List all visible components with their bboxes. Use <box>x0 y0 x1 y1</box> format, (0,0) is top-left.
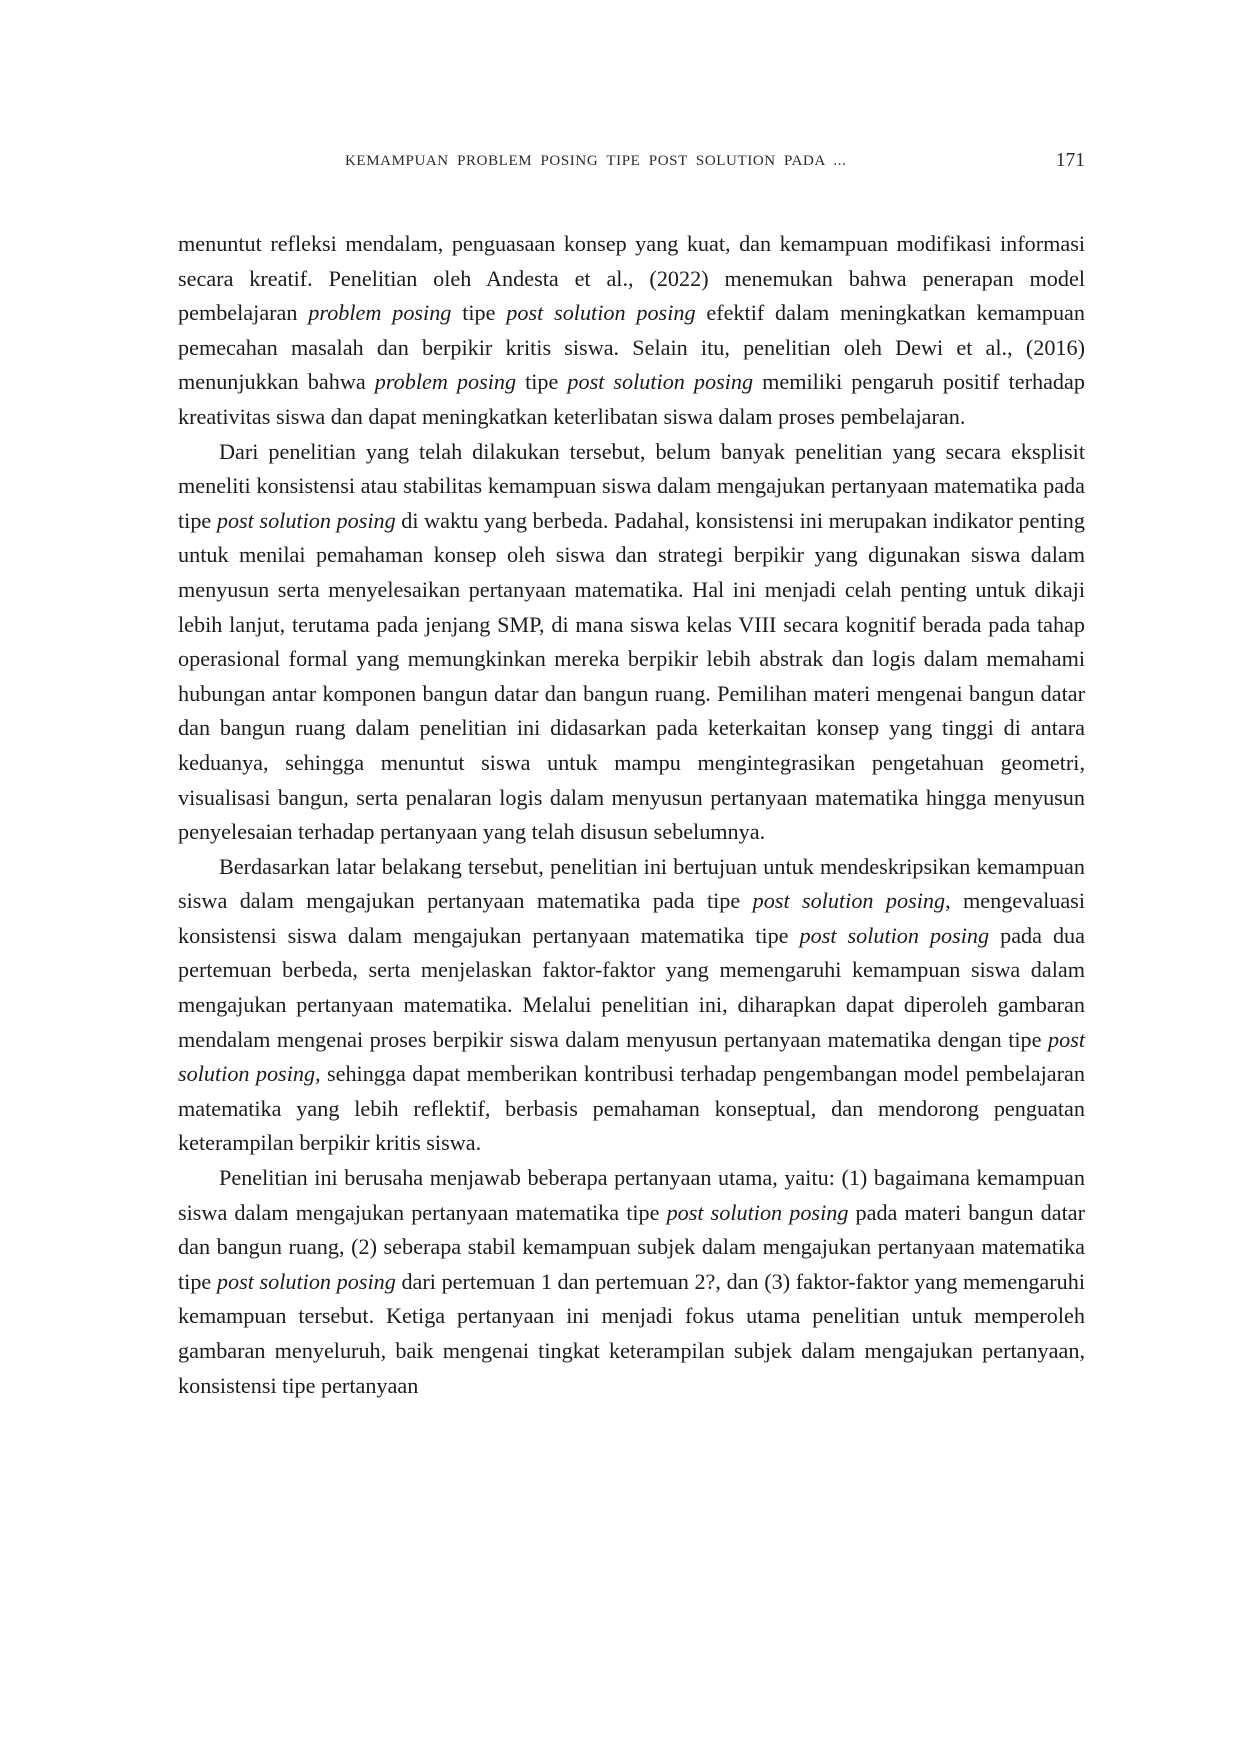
italic-term: post solution posing <box>752 888 946 914</box>
text-segment: sehingga dapat memberikan kontribusi terhadap pengembangan model pembelajaran matematika yang lebih reflektif, berbasis pemahaman konseptual, dan mendorong penguatan keterampilan berpikir kritis siswa. <box>178 1061 1085 1156</box>
running-title: KEMAMPUAN PROBLEM POSING TIPE POST SOLUTION PADA ... <box>345 153 847 169</box>
italic-term: post solution posing <box>567 369 754 395</box>
paragraph <box>178 850 1085 1161</box>
text-segment: Dari penelitian yang telah dilakukan tersebut, belum banyak penelitian yang secara eksplisit meneliti konsistensi atau stabilitas kemampuan siswa dalam mengajukan pertanyaan matematika pada tipe <box>178 438 1085 533</box>
text-segment: pada dua pertemuan berbeda, serta menjelaskan faktor-faktor yang memengaruhi kemampuan siswa dalam mengajukan pertanyaan matematika. Melalui penelitian ini, diharapkan dapat diperoleh gambaran mendalam mengenai proses berpikir siswa dalam menyusun pertanyaan matematika dengan tipe <box>178 922 1085 1052</box>
text-segment: Berdasarkan latar belakang tersebut, penelitian ini bertujuan untuk mendeskripsikan kemampuan siswa dalam mengajukan pertanyaan matematika pada tipe <box>178 853 1085 914</box>
text-segment: memiliki pengaruh positif terhadap kreativitas siswa dan dapat meningkatkan keterlibatan siswa dalam proses pembelajaran. <box>178 369 1085 429</box>
italic-term: post solution posing <box>506 300 696 326</box>
italic-term: post solution posing <box>799 922 990 948</box>
italic-term: problem posing <box>308 300 452 326</box>
text-segment: di waktu yang berbeda. Padahal, konsistensi ini merupakan indikator penting untuk menilai pemahaman konsep oleh siswa dan strategi berpikir yang digunakan siswa dalam menyusun serta menyelesaikan pertanyaan matematika. Hal ini menjadi celah penting untuk dikaji lebih lanjut, terutama pada jenjang SMP, di mana siswa kelas VIII secara kognitif berada pada tahap operasional formal yang memungkinkan mereka berpikir lebih abstrak dan logis dalam memahami hubungan antar komponen bangun datar dan bangun ruang. Pemilihan materi mengenai bangun datar dan bangun ruang dalam penelitian ini didasarkan pada keterkaitan konsep yang tinggi di antara keduanya, sehingga menuntut siswa untuk mampu mengintegrasikan pengetahuan geometri, visualisasi bangun, serta penalaran logis dalam menyusun pertanyaan matematika hingga menyusun penyelesaian terhadap pertanyaan yang telah disusun sebelumnya. <box>178 507 1085 845</box>
text-segment: dari pertemuan 1 dan pertemuan 2?, dan (3) faktor-faktor yang memengaruhi kemampuan tersebut. Ketiga pertanyaan ini menjadi fokus utama penelitian untuk memperoleh gambaran menyeluruh, baik mengenai tingkat keterampilan subjek dalam mengajukan pertanyaan, konsistensi tipe pertanyaan <box>178 1268 1085 1398</box>
italic-term: post solution posing <box>216 507 396 533</box>
running-header <box>345 150 1085 180</box>
text-segment: , mengevaluasi konsistensi siswa dalam mengajukan pertanyaan matematika tipe <box>178 888 1085 948</box>
italic-term: post solution posing <box>666 1199 849 1225</box>
paragraph <box>178 435 1085 850</box>
text-segment: tipe <box>516 369 568 395</box>
page-number: 171 <box>1055 150 1085 171</box>
paragraph <box>178 227 1085 435</box>
text-segment: tipe <box>451 300 507 326</box>
body-text <box>178 227 1085 1403</box>
text-segment: pada materi bangun datar dan bangun ruang, (2) seberapa stabil kemampuan subjek dalam mengajukan pertanyaan matematika tipe <box>178 1199 1085 1294</box>
text-segment: efektif dalam meningkatkan kemampuan pemecahan masalah dan berpikir kritis siswa. Selain itu, penelitian oleh Dewi et al., (2016) menunjukkan bahwa <box>178 300 1085 395</box>
italic-term: post solution posing <box>216 1268 396 1294</box>
text-segment: menuntut refleksi mendalam, penguasaan konsep yang kuat, dan kemampuan modifikasi informasi secara kreatif. Penelitian oleh Andesta et al., (2022) menemukan bahwa penerapan model pembelajaran <box>178 231 1085 326</box>
italic-term: problem posing <box>374 369 517 395</box>
italic-term: post solution posing, <box>178 1026 1085 1087</box>
text-segment: Penelitian ini berusaha menjawab beberapa pertanyaan utama, yaitu: (1) bagaimana kemampuan siswa dalam mengajukan pertanyaan matematika tipe <box>178 1165 1085 1225</box>
paragraph <box>178 1161 1085 1403</box>
